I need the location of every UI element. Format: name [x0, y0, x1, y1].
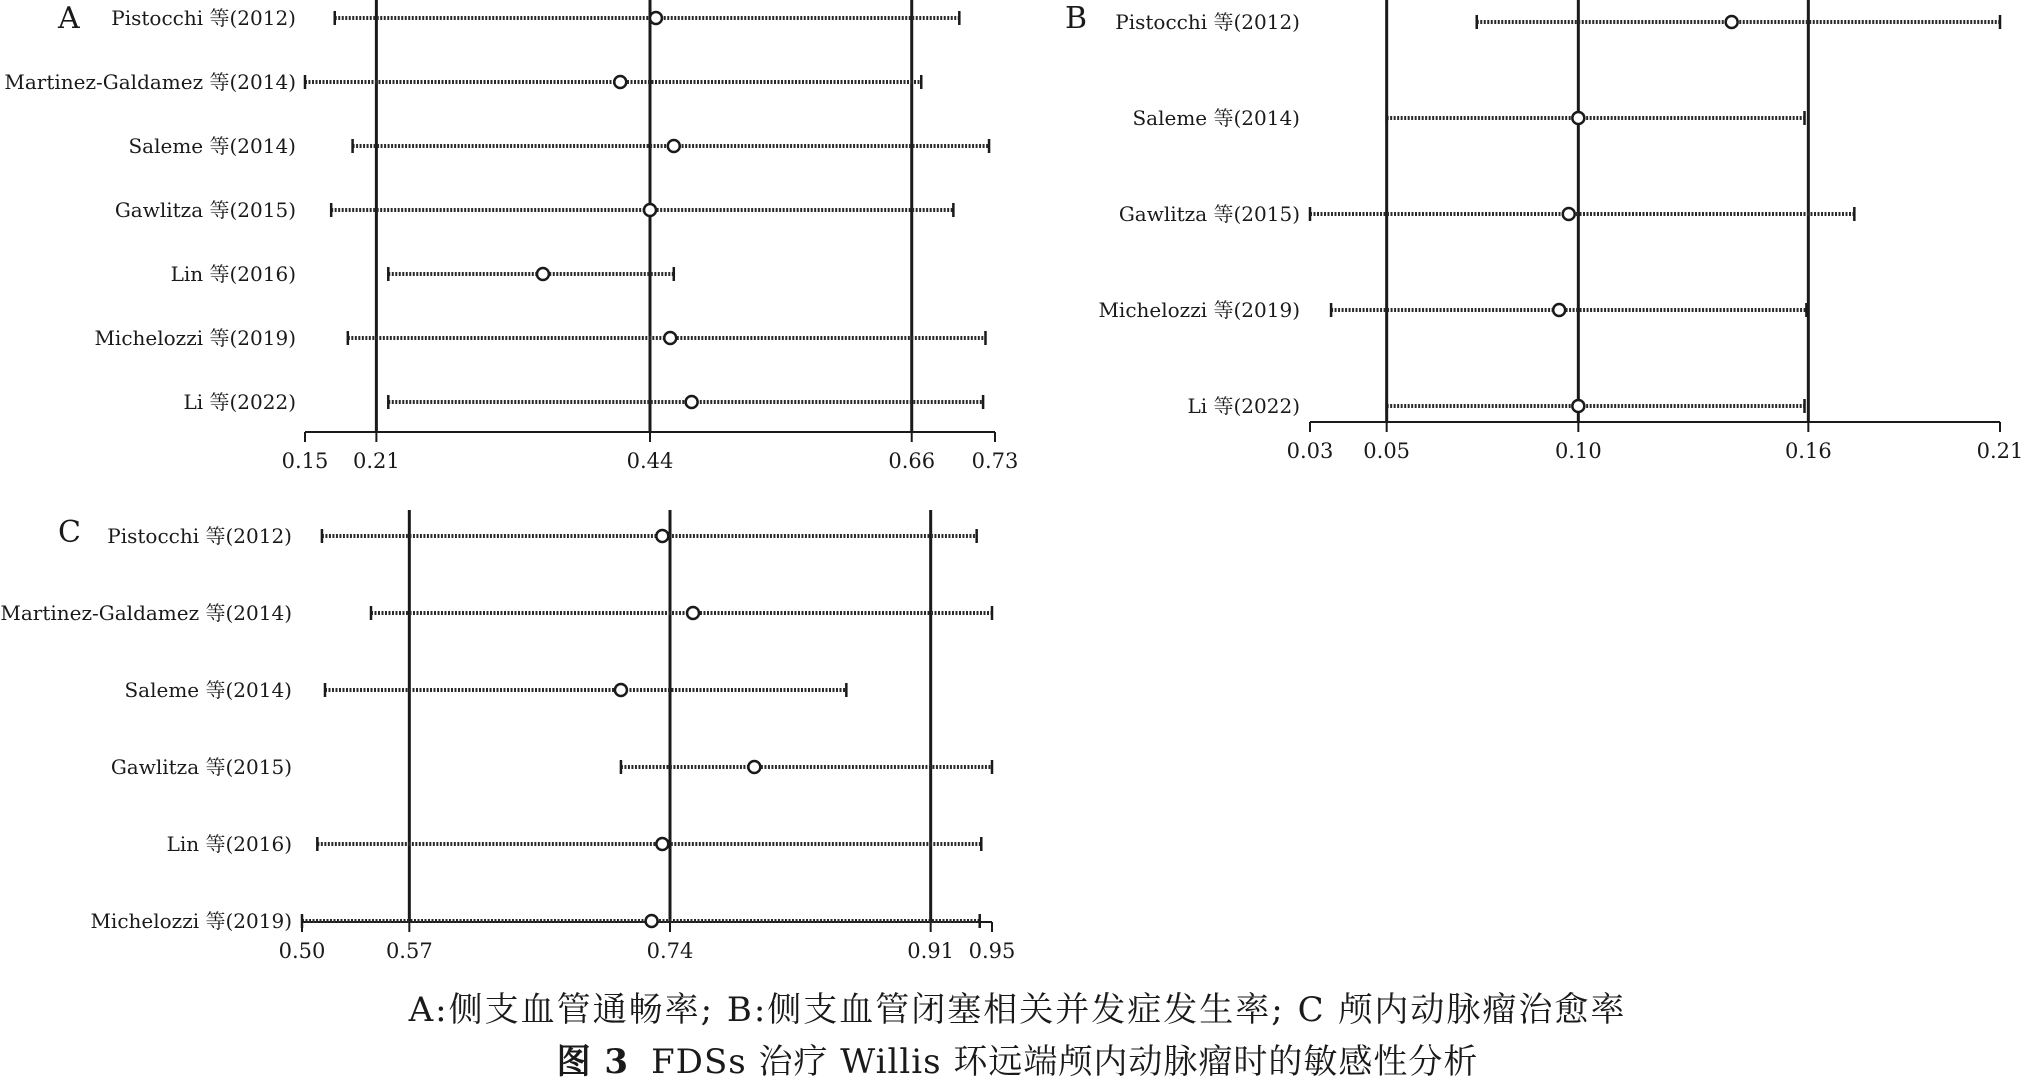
point-estimate — [664, 332, 676, 344]
study-label: Li 等(2022) — [1187, 394, 1300, 418]
x-tick-label: 0.74 — [646, 939, 694, 963]
study-label: Lin 等(2016) — [166, 832, 292, 856]
study-label: Lin 等(2016) — [170, 262, 296, 286]
study-label: Saleme 等(2014) — [1132, 106, 1300, 130]
study-label: Martinez-Galdamez 等(2014) — [4, 70, 296, 94]
study-label: Martinez-Galdamez 等(2014) — [0, 601, 292, 625]
x-tick-label: 0.73 — [971, 449, 1019, 473]
point-estimate — [656, 838, 668, 850]
study-label: Michelozzi 等(2019) — [94, 326, 296, 350]
x-tick-label: 0.95 — [968, 939, 1016, 963]
point-estimate — [1572, 112, 1584, 124]
figure-number: 图 3 — [556, 1042, 630, 1082]
x-tick-label: 0.57 — [385, 939, 433, 963]
point-estimate — [646, 915, 658, 927]
x-tick-label: 0.21 — [1976, 439, 2024, 463]
x-tick-label: 0.91 — [907, 939, 955, 963]
figure-caption — [0, 1034, 2035, 1083]
panel-label: B — [1065, 1, 1088, 36]
study-label: Pistocchi 等(2012) — [111, 6, 296, 30]
panel-label: A — [58, 1, 80, 36]
x-tick-label: 0.44 — [626, 449, 674, 473]
point-estimate — [656, 530, 668, 542]
x-tick-label: 0.66 — [888, 449, 936, 473]
study-label: Pistocchi 等(2012) — [107, 524, 292, 548]
study-label: Gawlitza 等(2015) — [110, 755, 292, 779]
point-estimate — [650, 12, 662, 24]
study-label: Pistocchi 等(2012) — [1115, 10, 1300, 34]
x-tick-label: 0.15 — [281, 449, 329, 473]
point-estimate — [668, 140, 680, 152]
study-label: Gawlitza 等(2015) — [1118, 202, 1300, 226]
point-estimate — [614, 76, 626, 88]
point-estimate — [1726, 16, 1738, 28]
study-label: Michelozzi 等(2019) — [1098, 298, 1300, 322]
point-estimate — [1553, 304, 1565, 316]
study-label: Li 等(2022) — [183, 390, 296, 414]
figure-subcaption: A:侧支血管通畅率; B:侧支血管闭塞相关并发症发生率; C 颅内动脉瘤治愈率 — [408, 990, 1627, 1030]
forest-panel-b — [1065, 0, 2023, 463]
study-label: Michelozzi 等(2019) — [90, 909, 292, 933]
study-label: Saleme 等(2014) — [128, 134, 296, 158]
point-estimate — [615, 684, 627, 696]
forest-panel-a — [4, 0, 1018, 473]
panel-label: C — [58, 515, 81, 550]
study-label: Saleme 等(2014) — [124, 678, 292, 702]
point-estimate — [687, 607, 699, 619]
study-label: Gawlitza 等(2015) — [114, 198, 296, 222]
point-estimate — [537, 268, 549, 280]
point-estimate — [748, 761, 760, 773]
figure-title: FDSs 治疗 Willis 环远端颅内动脉瘤时的敏感性分析 — [651, 1042, 1479, 1082]
forest-panel-c — [0, 510, 1015, 963]
point-estimate — [644, 204, 656, 216]
point-estimate — [1572, 400, 1584, 412]
x-tick-label: 0.03 — [1286, 439, 1334, 463]
x-tick-label: 0.16 — [1784, 439, 1832, 463]
x-tick-label: 0.05 — [1363, 439, 1411, 463]
x-tick-label: 0.50 — [278, 939, 326, 963]
point-estimate — [686, 396, 698, 408]
x-tick-label: 0.21 — [352, 449, 400, 473]
x-tick-label: 0.10 — [1554, 439, 1602, 463]
point-estimate — [1563, 208, 1575, 220]
